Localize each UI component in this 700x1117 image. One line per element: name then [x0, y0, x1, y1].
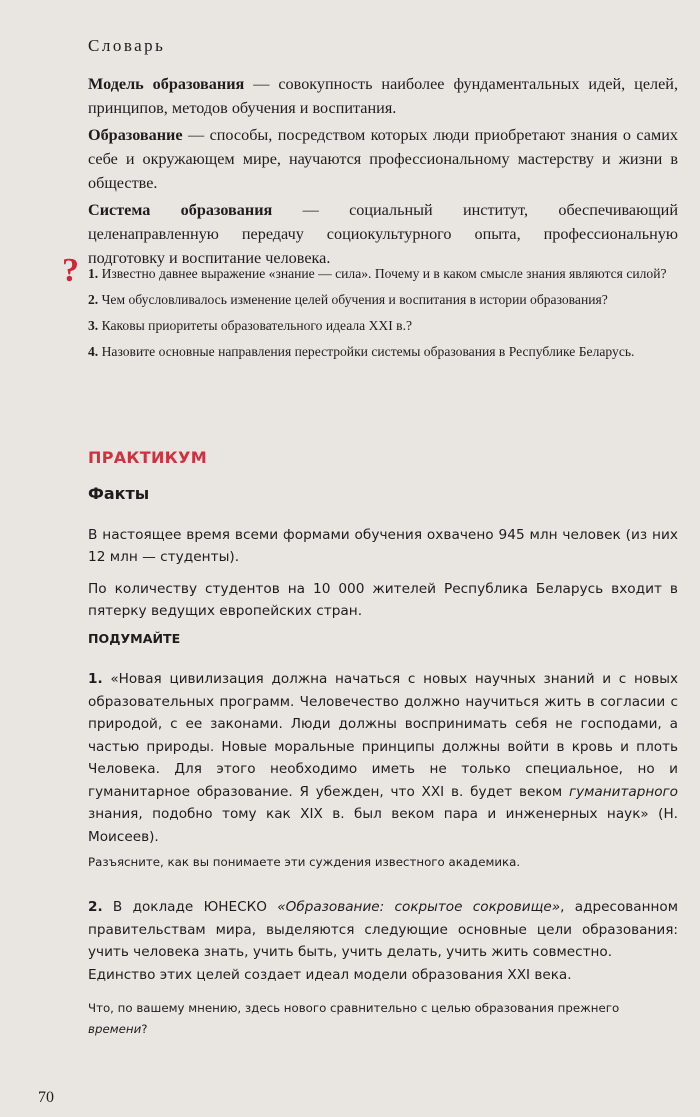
think-heading: ПОДУМАЙТЕ: [88, 631, 181, 646]
question-text: Каковы приоритеты образовательного идеала XXI в.?: [98, 318, 413, 333]
question-mark-icon: ?: [62, 252, 79, 289]
page-number: 70: [38, 1089, 54, 1106]
vocabulary-definition: — социальный институт, обеспечивающий целенаправленную передачу социокультурного опыта, профессиональную подготовку и воспитание человека.: [88, 201, 678, 267]
task-1-quote-part-a: «Новая цивилизация должна начаться с новых научных знаний и с новых образовательных программ. Человечество должно научиться жить в согласии с природой, с ее законами. Люди должны воспринимать себя не господами, а частью природы. Новые моральные принципы должны войти в кровь и плоть Человека. Для этого необходимо иметь не только специальное, но и гуманитарное образование. Я убежден, что XXI в. будет веком: [88, 671, 678, 800]
fact-item: В настоящее время всеми формами обучения охвачено 945 млн человек (из них 12 млн — студенты).: [88, 527, 678, 565]
vocabulary-entry: [88, 72, 678, 120]
question-item: [88, 262, 678, 285]
question-number: 2.: [88, 292, 99, 307]
question-number: 4.: [88, 344, 99, 359]
task-2-prompt: [88, 998, 678, 1040]
vocabulary-list: [88, 72, 678, 273]
question-item: [88, 340, 678, 363]
facts-list: [88, 524, 678, 632]
question-number: 3.: [88, 318, 99, 333]
task-2-prompt-part-b: ?: [141, 1022, 148, 1036]
vocabulary-definition: — способы, посредством которых люди приобретают знания о самих себе и окружающем мире, научаются профессиональному мастерству и жизни в обществе.: [88, 126, 678, 192]
task-1-text: [88, 668, 678, 848]
vocabulary-term: Модель образования: [88, 75, 245, 93]
vocabulary-term: Система образования: [88, 201, 273, 219]
question-text: Известно давнее выражение «знание — сила». Почему и в каком смысле знания являются силой?: [98, 266, 667, 281]
task-number: 1.: [88, 671, 103, 687]
question-number: 1.: [88, 266, 99, 281]
task-1: [88, 668, 678, 848]
question-item: [88, 314, 678, 337]
vocabulary-heading: Словарь: [88, 36, 166, 55]
question-text: Назовите основные направления перестройки системы образования в Республике Беларусь.: [98, 344, 635, 359]
vocabulary-definition: — совокупность наиболее фундаментальных идей, целей, принципов, методов обучения и воспитания.: [88, 75, 678, 117]
task-1-quote-italic: гуманитарного: [568, 783, 678, 800]
task-2: [88, 896, 678, 986]
vocabulary-entry: [88, 198, 678, 270]
task-2-prompt-part-a: Что, по вашему мнению, здесь нового сравнительно с целью образования прежнего: [88, 1001, 620, 1015]
task-2-conclusion: Единство этих целей создает идеал модели образования XXI века.: [88, 966, 572, 983]
facts-heading: Факты: [88, 484, 150, 503]
question-item: [88, 288, 678, 311]
task-2-part-b: , адресованном правительствам мира, выделяются следующие основные цели образования: учить человека знать, учить быть, учить делать, учить жить совместно.: [88, 899, 678, 960]
task-2-part-a: В докладе ЮНЕСКО: [102, 899, 278, 915]
praktikum-heading: ПРАКТИКУМ: [88, 448, 207, 467]
vocabulary-term: Образование: [88, 126, 183, 144]
fact-item: По количеству студентов на 10 000 жителей Республика Беларусь входит в пятерку ведущих европейских стран.: [88, 581, 678, 619]
task-1-quote-part-b: знания, подобно тому как XIX в. был веком пара и инженерных наук» (Н. Моисеев).: [88, 806, 678, 845]
vocabulary-entry: [88, 123, 678, 195]
question-text: Чем обусловливалось изменение целей обучения и воспитания в истории образования?: [98, 292, 608, 307]
task-2-text: [88, 896, 678, 964]
task-number: 2.: [88, 899, 103, 915]
task-2-report-title: «Образование: сокрытое сокровище»: [277, 899, 561, 915]
task-2-prompt-italic: времени: [88, 1022, 142, 1036]
task-1-prompt: Разъясните, как вы понимаете эти суждения известного академика.: [88, 855, 521, 869]
review-questions: [88, 262, 678, 366]
